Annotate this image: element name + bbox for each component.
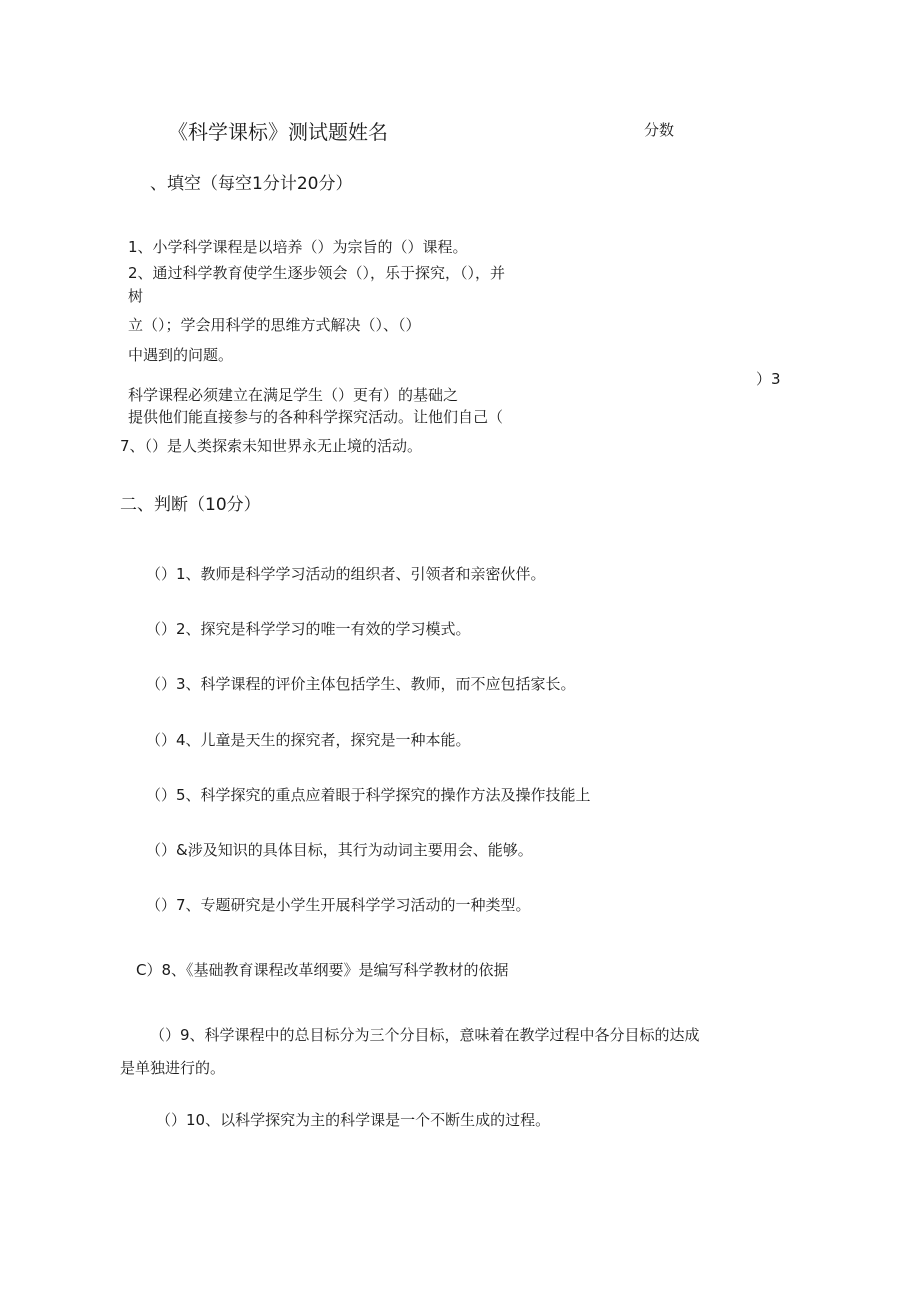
fill-line-margin-note: ）3 xyxy=(756,370,781,388)
fill-line-1: 1、小学科学课程是以培养（）为宗旨的（）课程。 xyxy=(128,238,468,256)
judge-item-6: （）&涉及知识的具体目标，其行为动词主要用会、能够。 xyxy=(146,841,533,859)
page-title: 《科学课标》测试题姓名 xyxy=(168,120,388,144)
judge-item-1: （）1、教师是科学学习活动的组织者、引领者和亲密伙伴。 xyxy=(146,565,546,583)
judge-item-7: （）7、专题研究是小学生开展科学学习活动的一种类型。 xyxy=(146,896,531,914)
judge-item-4: （）4、儿童是天生的探究者，探究是一种本能。 xyxy=(146,731,471,749)
judge-item-9: （）9、科学课程中的总目标分为三个分目标，意味着在教学过程中各分目标的达成 xyxy=(150,1026,700,1044)
judge-item-2: （）2、探究是科学学习的唯一有效的学习模式。 xyxy=(146,620,471,638)
score-label: 分数 xyxy=(644,121,675,139)
section-fill-blank-heading: 、填空（每空1分计20分） xyxy=(150,174,353,194)
fill-line-4: 中遇到的问题。 xyxy=(128,346,234,364)
fill-line-5: 科学课程必须建立在满足学生（）更有）的基础之 xyxy=(128,386,459,404)
fill-line-2: 2、通过科学教育使学生逐步领会（），乐于探究，（），并 xyxy=(128,264,506,282)
fill-line-7: 7、（）是人类探索未知世界永无止境的活动。 xyxy=(120,437,423,455)
fill-line-2-cont: 树 xyxy=(128,287,144,305)
judge-item-9-cont: 是单独进行的。 xyxy=(120,1059,226,1077)
judge-item-10: （）10、以科学探究为主的科学课是一个不断生成的过程。 xyxy=(156,1111,551,1129)
judge-item-5: （）5、科学探究的重点应着眼于科学探究的操作方法及操作技能上 xyxy=(146,786,591,804)
judge-item-3: （）3、科学课程的评价主体包括学生、教师，而不应包括家长。 xyxy=(146,675,576,693)
section-judge-heading: 二、判断（10分） xyxy=(120,495,261,515)
fill-line-3: 立（）；学会用科学的思维方式解决（）、（） xyxy=(128,316,421,334)
fill-line-6: 提供他们能直接参与的各种科学探究活动。让他们自己（ xyxy=(128,408,504,426)
judge-item-8: C）8、《基础教育课程改革纲要》是编写科学教材的依据 xyxy=(136,961,509,979)
